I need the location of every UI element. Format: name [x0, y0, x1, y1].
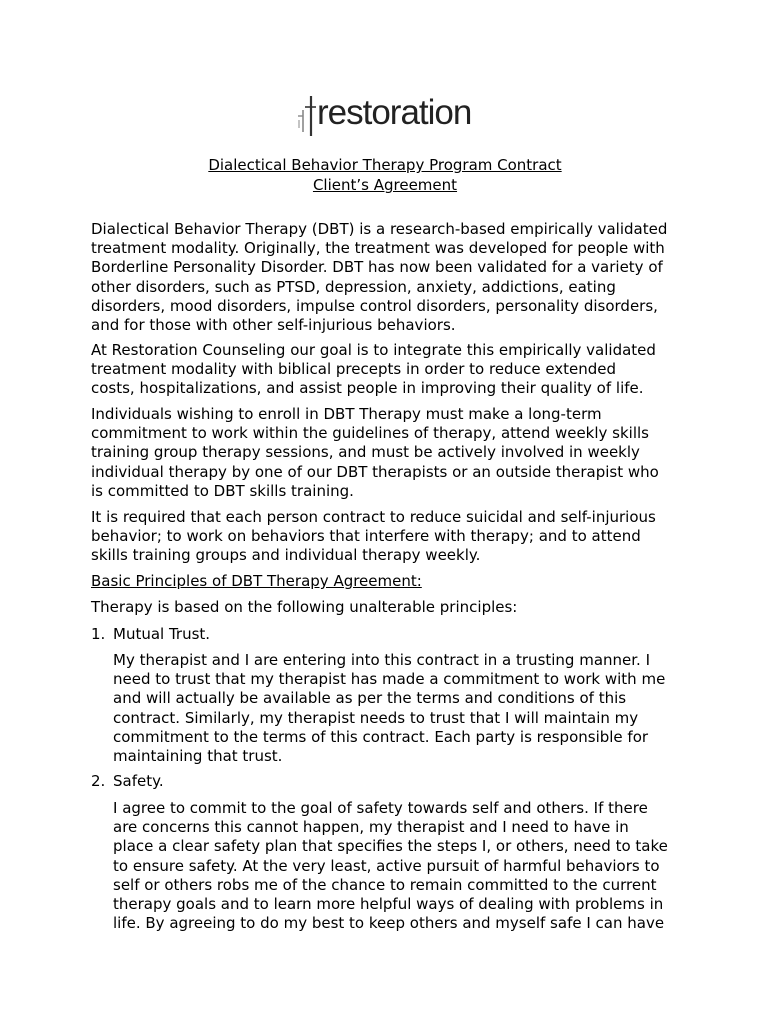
text-line: behavior; to work on behaviors that interfere with therapy; and to attend [91, 527, 641, 546]
paragraph-goal [91, 341, 691, 399]
text-line: treatment modality with biblical precepts in order to reduce extended [91, 360, 617, 379]
text-line: costs, hospitalizations, and assist people in improving their quality of life. [91, 379, 644, 398]
principle-title: Safety. [113, 772, 164, 790]
principles-intro: Therapy is based on the following unalterable principles: [91, 598, 518, 616]
text-line: treatment modality. Originally, the treatment was developed for people with [91, 239, 665, 258]
text-line: individual therapy by one of our DBT therapists or an outside therapist who [91, 462, 659, 481]
principle-number: 1. [91, 625, 106, 643]
text-line: self or others robs me of the chance to remain committed to the current [113, 875, 657, 894]
text-line: and will actually be available as per the terms and conditions of this [113, 689, 627, 708]
text-line: I agree to commit to the goal of safety towards self and others. If there [113, 799, 648, 817]
text-line: It is required that each person contract to reduce suicidal and self-injurious [91, 508, 656, 526]
text-line: commitment to the terms of this contract. Each party is responsible for [113, 727, 649, 746]
document-subtitle: Client’s Agreement [312, 176, 458, 194]
text-line: disorders, mood disorders, impulse control disorders, personality disorders, [91, 296, 658, 315]
text-line: training group therapy sessions, and must be actively involved in weekly [91, 443, 640, 462]
document-title: Dialectical Behavior Therapy Program Contract [208, 156, 562, 174]
text-line: Individuals wishing to enroll in DBT Therapy must make a long-term [91, 405, 602, 423]
logo-text: restoration [317, 93, 472, 132]
text-line: place a clear safety plan that specifies the steps I, or others, need to take [113, 837, 668, 856]
paragraph-intro [91, 220, 691, 335]
principle-body [113, 651, 693, 766]
text-line: to ensure safety. At the very least, active pursuit of harmful behaviors to [113, 856, 660, 875]
paragraph-enrollment [91, 405, 691, 501]
principle-title: Mutual Trust. [113, 625, 211, 643]
text-line: skills training groups and individual therapy weekly. [91, 546, 481, 565]
restoration-logo [295, 90, 480, 140]
text-line: other disorders, such as PTSD, depression, anxiety, addictions, eating [91, 277, 616, 296]
section-heading: Basic Principles of DBT Therapy Agreement: [91, 572, 422, 590]
text-line: life. By agreeing to do my best to keep others and myself safe I can have [113, 914, 665, 933]
principle-number: 2. [91, 772, 106, 790]
text-line: is committed to DBT skills training. [91, 481, 354, 500]
text-line: are concerns this cannot happen, my therapist and I need to have in [113, 818, 629, 837]
text-line: need to trust that my therapist has made a commitment to work with me [113, 670, 666, 689]
cross-icon [295, 94, 317, 138]
text-line: My therapist and I are entering into this contract in a trusting manner. I [113, 651, 651, 669]
paragraph-requirements [91, 508, 691, 566]
text-line: Dialectical Behavior Therapy (DBT) is a research-based empirically validated [91, 220, 668, 238]
text-line: contract. Similarly, my therapist needs to trust that I will maintain my [113, 708, 639, 727]
principle-body [113, 799, 693, 933]
text-line: therapy goals and to learn more helpful ways of dealing with problems in [113, 895, 664, 914]
text-line: Borderline Personality Disorder. DBT has now been validated for a variety of [91, 258, 663, 277]
text-line: commitment to work within the guidelines of therapy, attend weekly skills [91, 424, 649, 443]
text-line: At Restoration Counseling our goal is to integrate this empirically validated [91, 341, 656, 359]
text-line: and for those with other self-injurious behaviors. [91, 316, 456, 335]
text-line: maintaining that trust. [113, 747, 283, 766]
